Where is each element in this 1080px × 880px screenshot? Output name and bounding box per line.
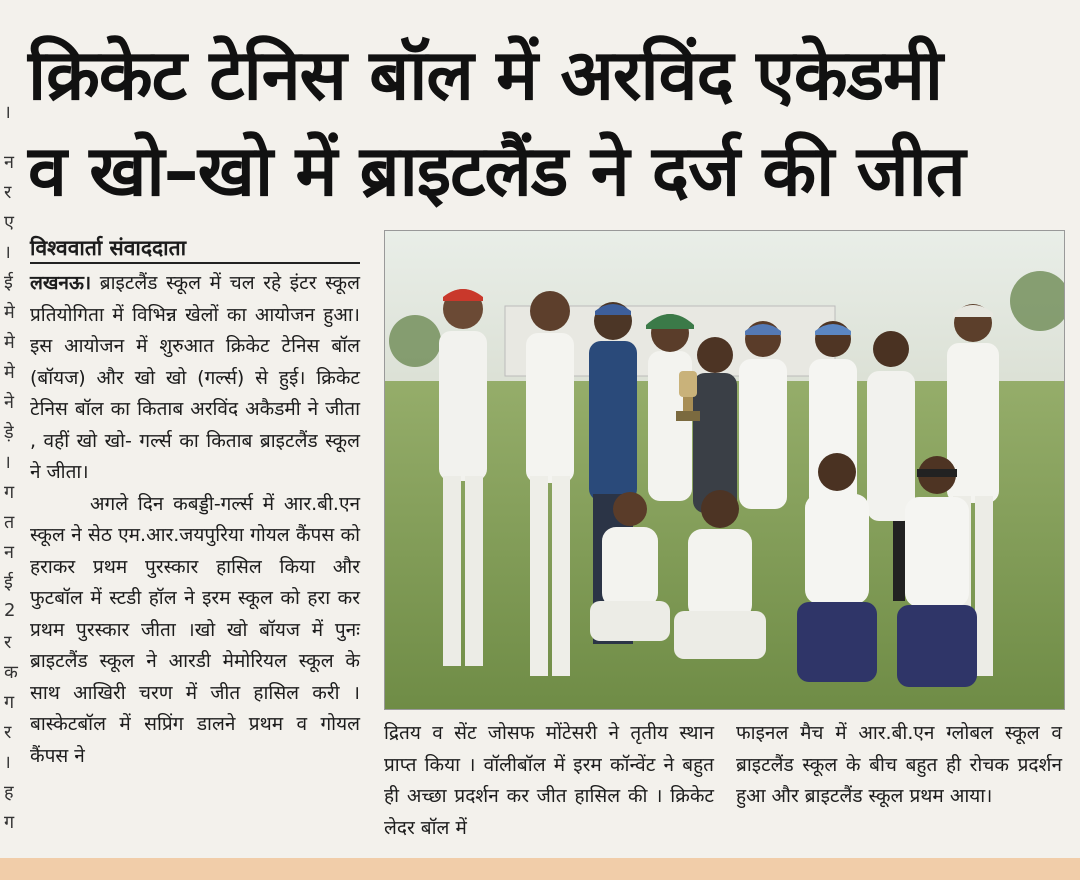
article-column-2 [384,718,714,844]
team-photo-illustration [385,231,1064,709]
article-paragraph-3: द्रितय व सेंट जोसफ मोंटेसरी ने तृतीय स्थान प्राप्त किया । वॉलीबॉल में इरम कॉन्वेंट ने बहुत ही अच्छा प्रदर्शन कर जीत हासिल की । क्रिकेट लेदर बॉल में [384,722,714,839]
adjacent-column-edge: । न र ए । ई मे मे मे ने ड़े । ग त न ई 2 र क ग र । ह ग [4,102,18,833]
team-photo [384,230,1065,710]
headline-line-2: व खो–खो में ब्राइटलैंड ने दर्ज की जीत [28,130,965,212]
dateline: लखनऊ। [30,272,92,294]
bottom-color-band [0,858,1080,880]
article-paragraph-1: ब्राइटलैंड स्कूल में चल रहे इंटर स्कूल प्रतियोगिता में विभिन्न खेलों का आयोजन हुआ। इस आयोजन में शुरुआत क्रिकेट टेनिस बॉल (बॉयज) और खो खो (गर्ल्स) से हुई। क्रिकेट टेनिस बॉल का किताब अरविंद अकैडमी ने जीता , वहीं खो खो- गर्ल्स का किताब ब्राइटलैंड स्कूल ने जीता। [30,272,360,483]
article-column-1 [30,268,360,772]
article-column-3 [736,718,1062,813]
byline-rule [30,262,360,264]
headline [28,28,1068,220]
article-paragraph-4: फाइनल मैच में आर.बी.एन ग्लोबल स्कूल व ब्राइटलैंड स्कूल के बीच बहुत ही रोचक प्रदर्शन हुआ और ब्राइटलैंड स्कूल प्रथम आया। [736,722,1062,807]
headline-line-1: क्रिकेट टेनिस बॉल में अरविंद एकेडमी [28,34,943,116]
article-paragraph-2: अगले दिन कबड्डी-गर्ल्स में आर.बी.एन स्कूल ने सेठ एम.आर.जयपुरिया गोयल कैंपस को हराकर प्रथम पुरस्कार हासिल किया और फुटबॉल में स्टडी हॉल ने इरम स्कूल को हरा कर प्रथम पुरस्कार जीता ।खो खो बॉयज में पुनः ब्राइटलैंड स्कूल ने आरडी मेमोरियल स्कूल के साथ आखिरी चरण में जीत हासिल करी । बास्केटबॉल में सप्रिंग डालने प्रथम व गोयल कैंपस ने [30,492,360,767]
byline: विश्ववार्ता संवाददाता [30,236,187,260]
